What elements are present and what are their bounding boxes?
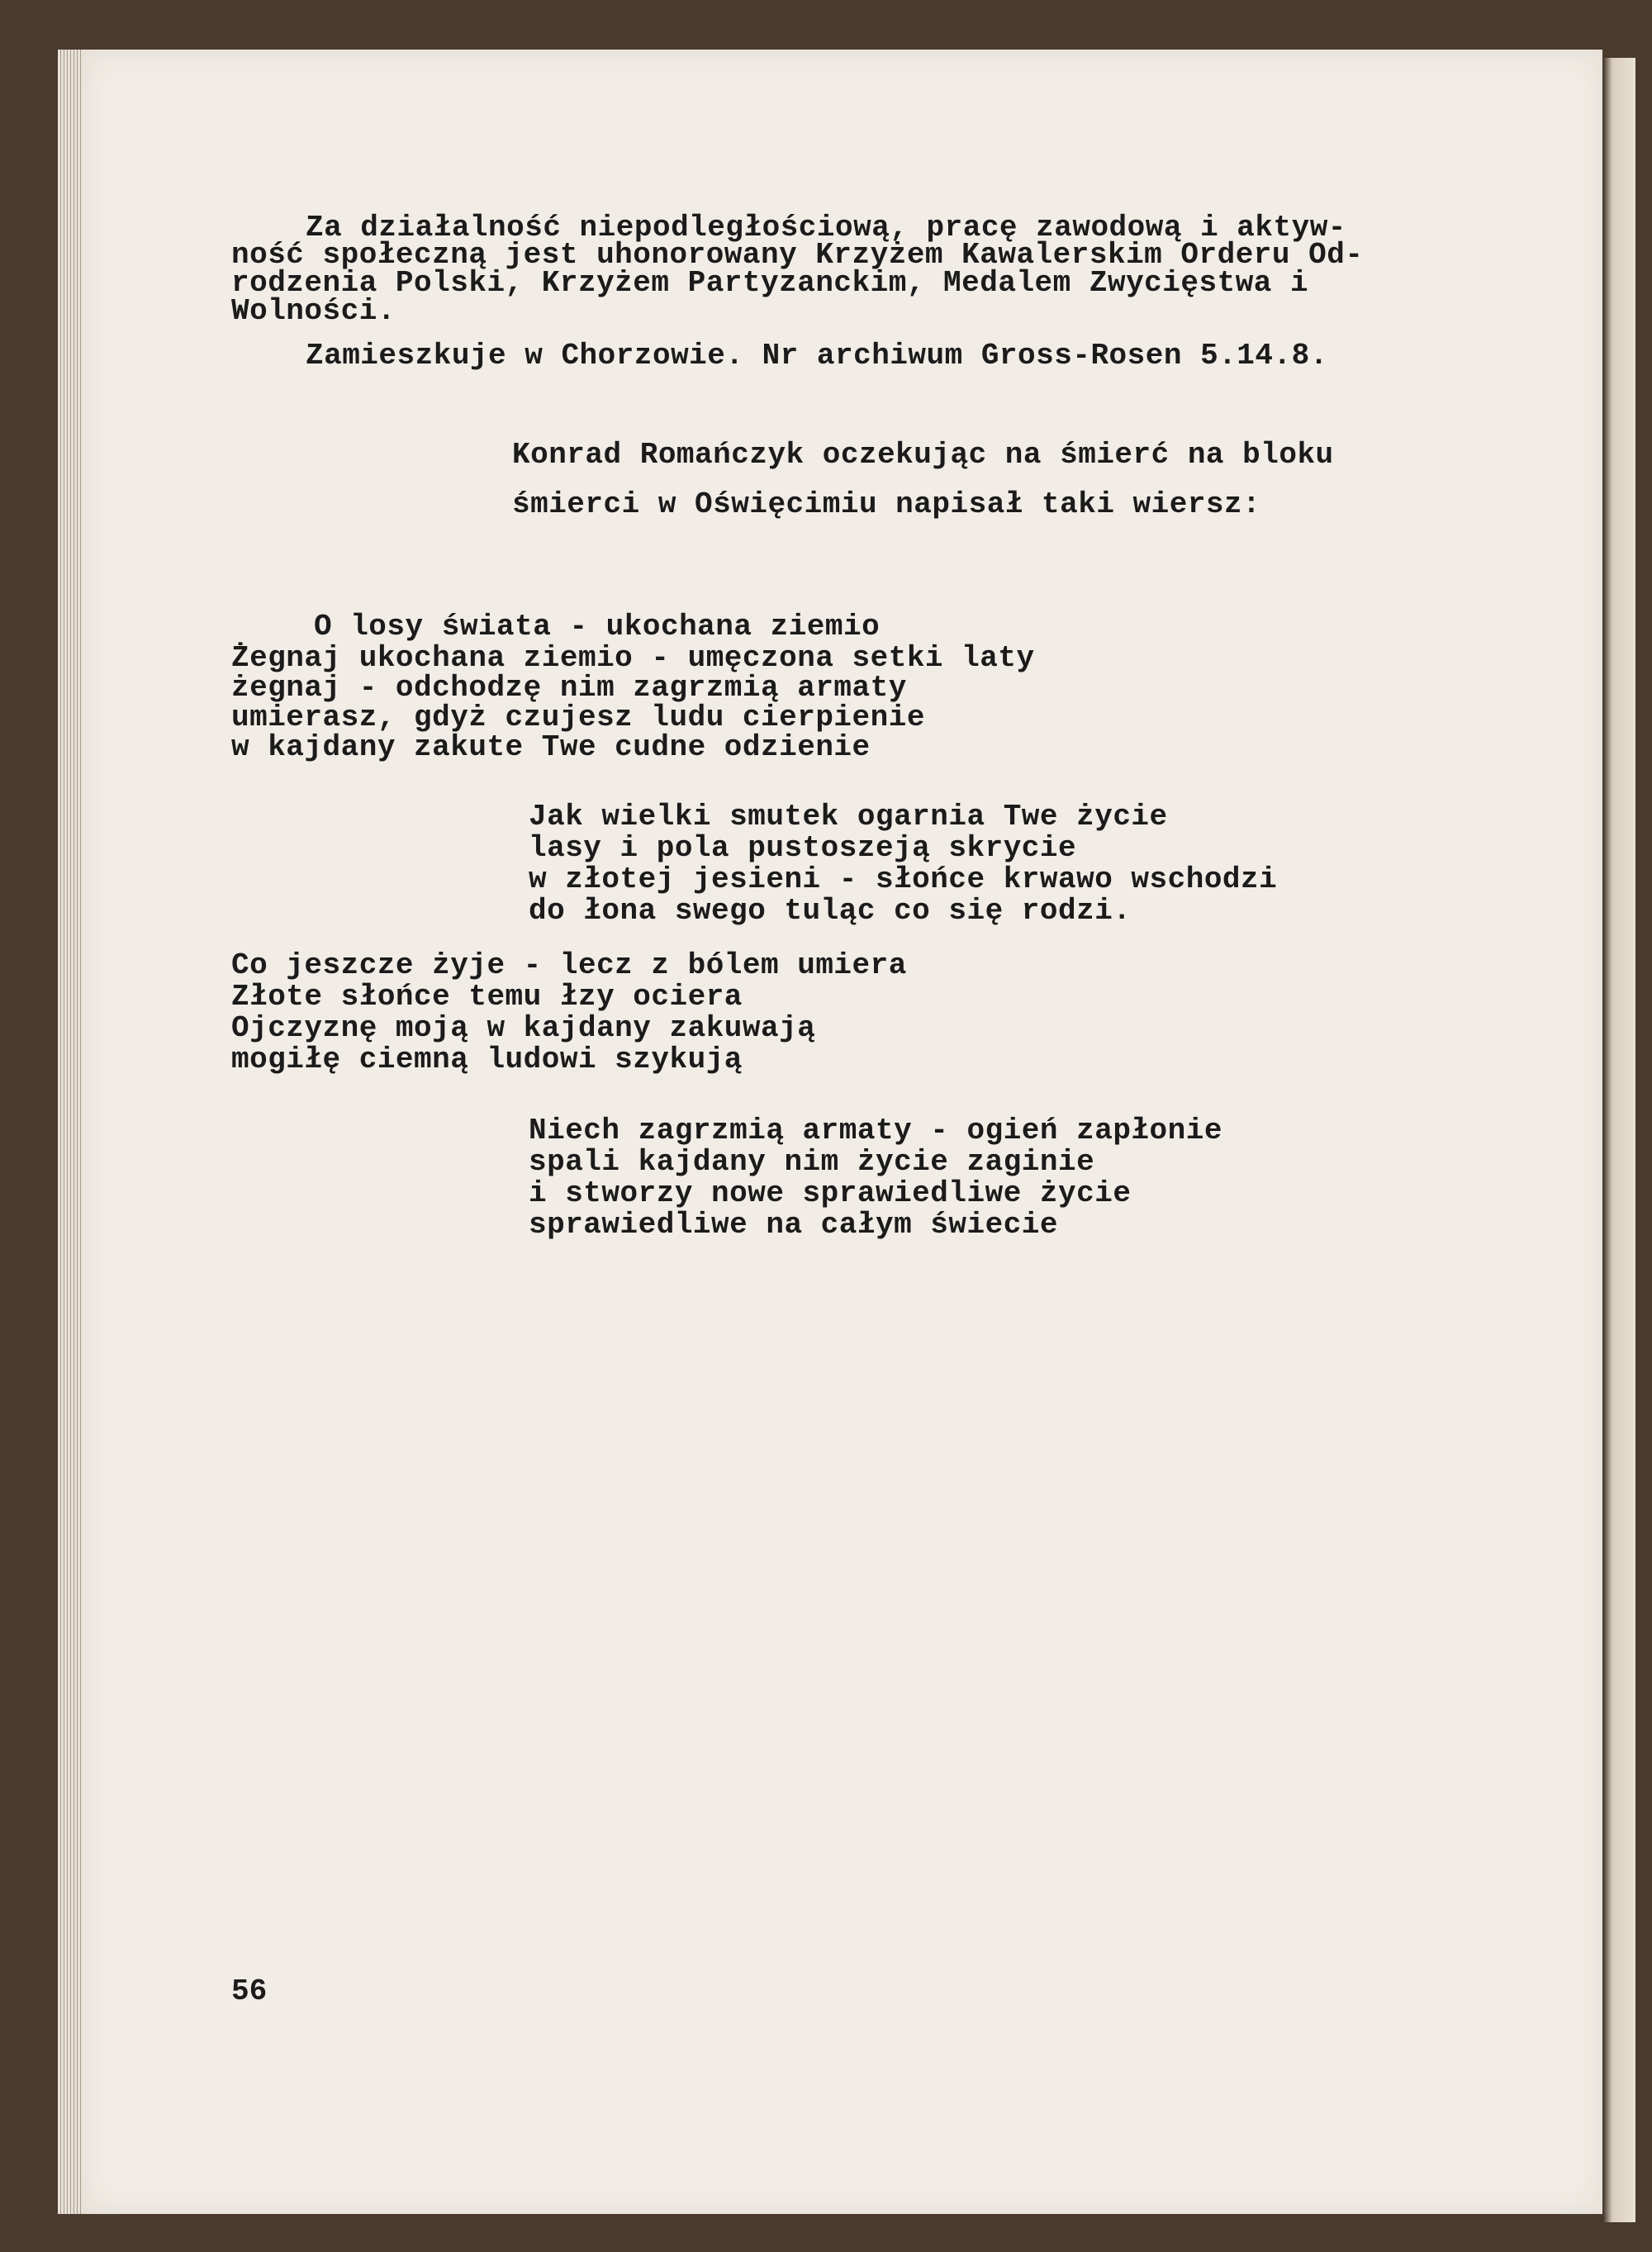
- next-page-edge: [1602, 58, 1635, 2222]
- poem-line: Niech zagrzmią armaty - ogień zapłonie: [529, 1114, 1222, 1147]
- poem-intro-line: Konrad Romańczyk oczekując na śmierć na bloku: [512, 438, 1334, 472]
- poem-line: Żegnaj ukochana ziemio - umęczona setki laty: [231, 641, 1035, 675]
- poem-line: Złote słońce temu łzy ociera: [231, 980, 743, 1014]
- page-number: 56: [231, 1974, 268, 2008]
- poem-line: i stworzy nowe sprawiedliwe życie: [529, 1176, 1132, 1210]
- intro-line: Wolności.: [231, 294, 396, 328]
- poem-intro-line: śmierci w Oświęcimiu napisał taki wiersz:: [512, 487, 1261, 521]
- poem-line: spali kajdany nim życie zaginie: [529, 1145, 1095, 1179]
- poem-line: Jak wielki smutek ogarnia Twe życie: [529, 800, 1168, 834]
- poem-line: do łona swego tuląc co się rodzi.: [529, 894, 1132, 928]
- poem-line: w kajdany zakute Twe cudne odzienie: [231, 730, 871, 764]
- poem-line: sprawiedliwe na całym świecie: [529, 1208, 1059, 1242]
- intro-line: ność społeczną jest uhonorowany Krzyżem Kawalerskim Orderu Od-: [231, 238, 1364, 272]
- poem-line: żegnaj - odchodzę nim zagrzmią armaty: [231, 671, 907, 705]
- poem-line: w złotej jesieni - słońce krwawo wschodzi: [529, 862, 1278, 896]
- poem-line: umierasz, gdyż czujesz ludu cierpienie: [231, 701, 925, 734]
- poem-line: lasy i pola pustoszeją skrycie: [529, 831, 1077, 865]
- document-page: [83, 50, 1602, 2214]
- intro-line: Za działalność niepodległościową, pracę zawodową i aktyw-: [306, 211, 1346, 245]
- poem-line: Ojczyznę moją w kajdany zakuwają: [231, 1011, 816, 1045]
- intro-line: Zamieszkuje w Chorzowie. Nr archiwum Gross-Rosen 5.14.8.: [306, 339, 1328, 373]
- poem-line: mogiłę ciemną ludowi szykują: [231, 1043, 743, 1076]
- intro-line: rodzenia Polski, Krzyżem Partyzanckim, Medalem Zwycięstwa i: [231, 266, 1309, 300]
- poem-line: Co jeszcze żyje - lecz z bólem umiera: [231, 948, 907, 982]
- poem-line: O losy świata - ukochana ziemio: [314, 610, 881, 644]
